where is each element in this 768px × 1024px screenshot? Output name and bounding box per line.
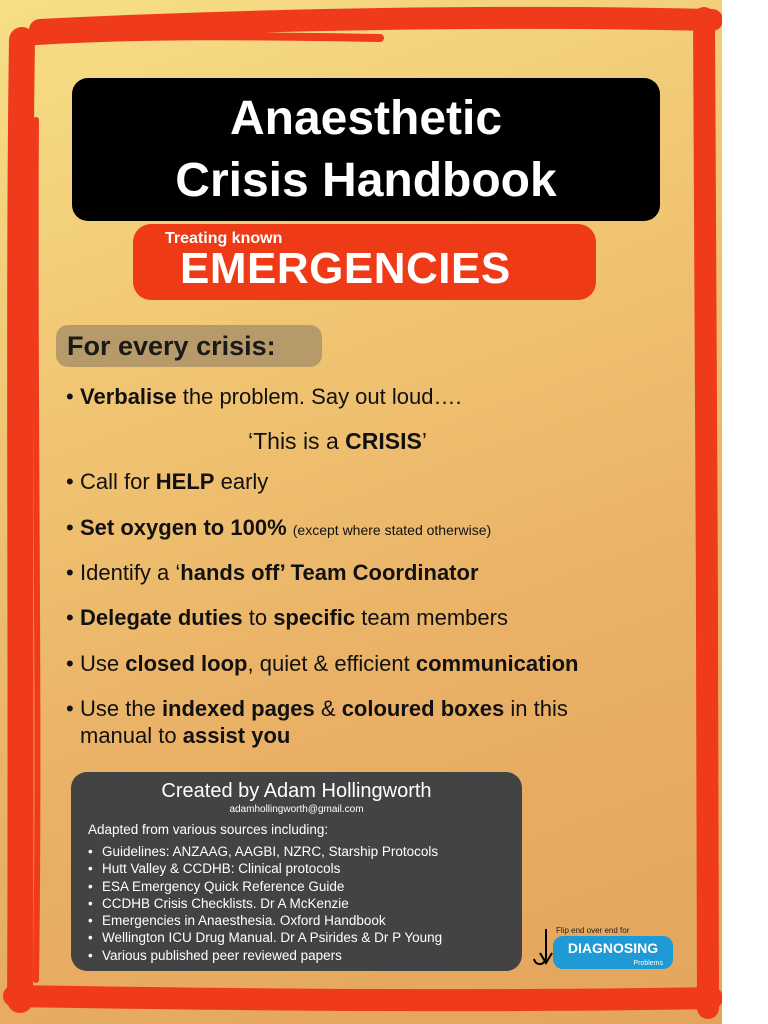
crisis-quote: ‘This is a CRISIS’ bbox=[248, 428, 427, 454]
flip-arrow-icon bbox=[530, 927, 554, 971]
author-email: adamhollingworth@gmail.com bbox=[229, 804, 364, 815]
source-item: • CCDHB Crisis Checklists. Dr A McKenzie bbox=[88, 895, 442, 912]
emergencies-label: EMERGENCIES bbox=[180, 244, 511, 293]
source-item: • Guidelines: ANZAAG, AAGBI, NZRC, Starship Protocols bbox=[88, 843, 442, 860]
source-item: • ESA Emergency Quick Reference Guide bbox=[88, 878, 442, 895]
bullet-team-coordinator: • Identify a ‘hands off’ Team Coordinator bbox=[66, 560, 479, 585]
source-list bbox=[88, 843, 442, 964]
adapted-from-label: Adapted from various sources including: bbox=[88, 822, 329, 837]
title-line-1: Anaesthetic bbox=[229, 92, 503, 145]
diagnosing-label: DIAGNOSING bbox=[567, 940, 659, 956]
source-item: • Various published peer reviewed papers bbox=[88, 947, 442, 964]
diagnosing-badge[interactable] bbox=[553, 936, 673, 969]
source-item: • Hutt Valley & CCDHB: Clinical protocols bbox=[88, 860, 442, 877]
section-heading: For every crisis: bbox=[56, 325, 322, 367]
bullet-oxygen: • Set oxygen to 100% (except where stated otherwise) bbox=[66, 515, 492, 540]
bullet-indexed-pages: • Use the indexed pages & coloured boxes in this bbox=[66, 696, 568, 721]
title-banner bbox=[72, 78, 660, 221]
emergencies-banner bbox=[133, 224, 596, 300]
bullet-call-help: • Call for HELP early bbox=[66, 469, 269, 494]
flip-instruction: Flip end over end for bbox=[556, 926, 630, 935]
treating-known-label: Treating known bbox=[165, 230, 283, 247]
bullet-delegate: • Delegate duties to specific team members bbox=[66, 605, 508, 630]
bullet-verbalise: • Verbalise the problem. Say out loud…. bbox=[66, 384, 462, 409]
source-item: • Emergencies in Anaesthesia. Oxford Handbook bbox=[88, 912, 442, 929]
credits-title: Created by Adam Hollingworth bbox=[161, 780, 432, 802]
source-item: • Wellington ICU Drug Manual. Dr A Psirides & Dr P Young bbox=[88, 929, 442, 946]
bullet-indexed-pages-line-2: manual to assist you bbox=[80, 723, 291, 748]
credits-box bbox=[71, 772, 522, 971]
title-line-2: Crisis Handbook bbox=[175, 154, 557, 207]
bullet-communication: • Use closed loop, quiet & efficient communication bbox=[66, 651, 579, 676]
problems-label: Problems bbox=[633, 960, 663, 967]
